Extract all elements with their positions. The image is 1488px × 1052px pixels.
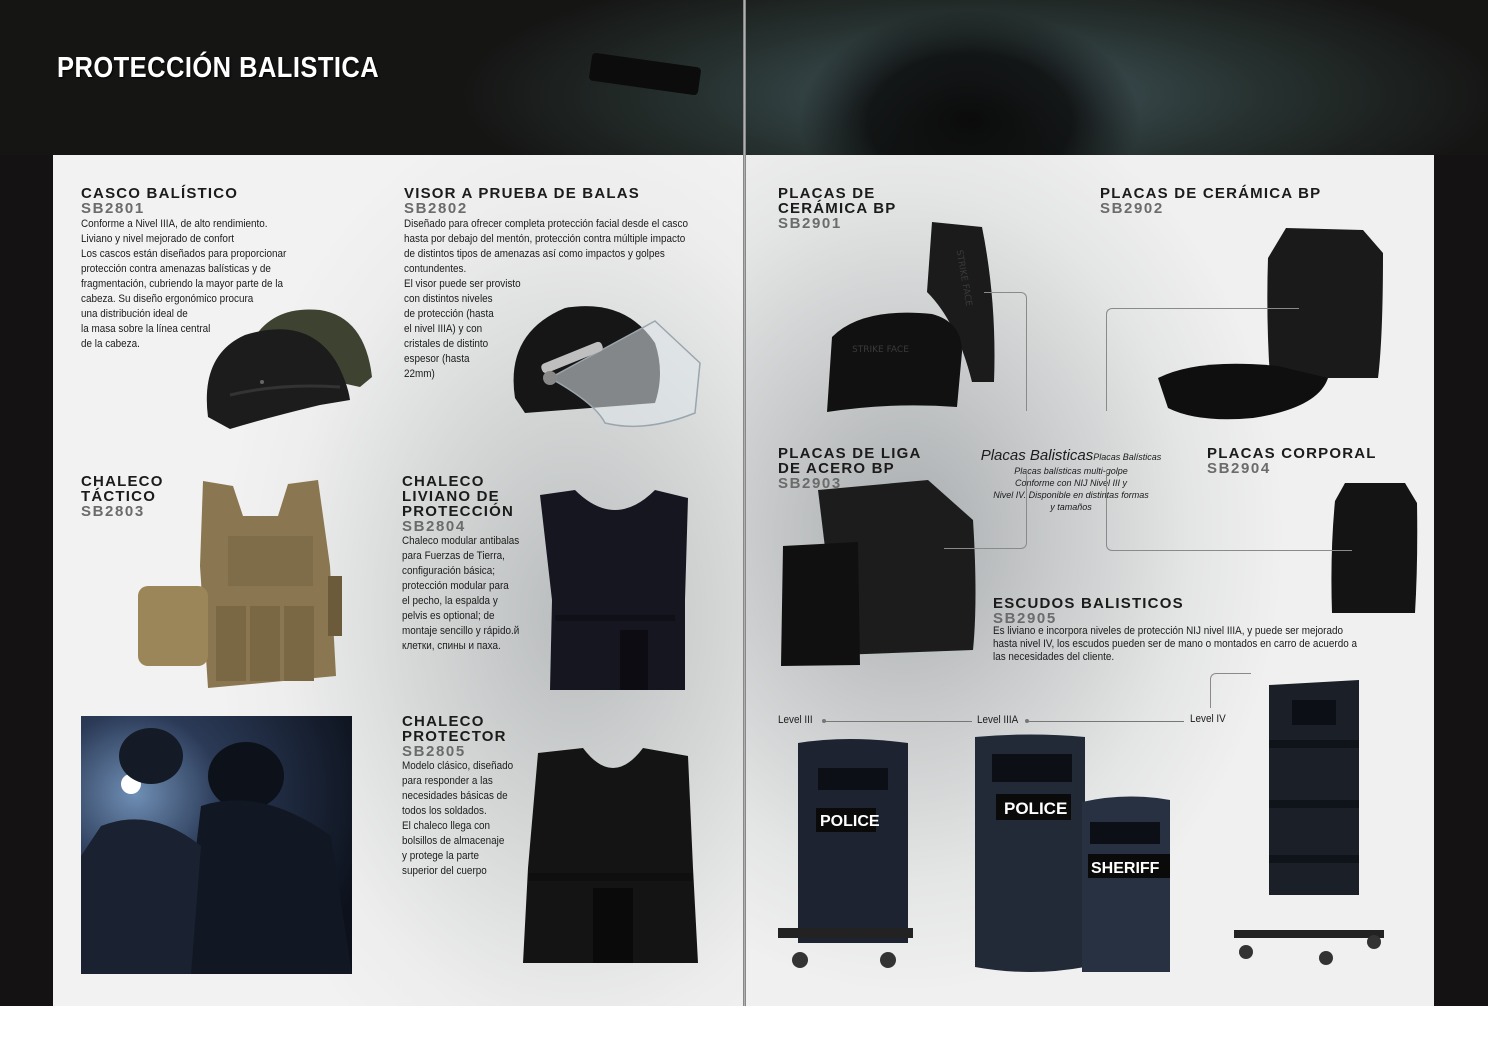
casco-code: SB2801 — [81, 200, 145, 217]
police-label-2: POLICE — [1004, 799, 1068, 818]
placas-balisticas-inline: Placas Balísticas — [1093, 452, 1162, 462]
protector-vest-image — [523, 748, 698, 968]
pistol-silhouette — [589, 52, 702, 95]
level-iv-shield-cart-image — [1234, 680, 1384, 970]
police-shield-small-image — [778, 738, 918, 978]
ceramic-plates-image — [822, 222, 1002, 414]
placas-balisticas-heading: Placas Balisticas — [980, 447, 1094, 464]
sheriff-label: SHERIFF — [1091, 860, 1160, 877]
chaleco-tactico-name: CHALECO TÁCTICO — [81, 473, 164, 505]
police-label-1: POLICE — [820, 813, 880, 830]
placas-corporal-name: PLACAS CORPORAL — [1207, 445, 1377, 462]
police-sheriff-shields-image — [970, 732, 1180, 977]
placas-ceramica-2-name: PLACAS DE CERÁMICA BP — [1100, 185, 1322, 202]
strike-face-label-1: STRIKE FACE — [953, 249, 974, 308]
level-iiia-label: Level IIIA — [977, 714, 1019, 726]
placas-liga-code: SB2903 — [778, 475, 842, 492]
casco-name: CASCO BALÍSTICO — [81, 185, 239, 202]
level-dot — [822, 719, 826, 723]
chaleco-liviano-description: Chaleco modular antibalas para Fuerzas de Tierra, configuración básica; protección modular para el pecho, la espalda y pelvis es optional; de montaje sencillo y rápido.й клетки, спины и паха. — [402, 535, 520, 652]
strike-face-label-2: STRIKE FACE — [852, 345, 909, 355]
placas-balisticas-text: Placas balísticas multi-golpe Conforme con NIJ Nivel III y Nivel IV. Disponible en distintas formas y tamaños — [993, 466, 1149, 512]
level-line — [824, 721, 972, 722]
tactical-vest-image — [138, 476, 348, 691]
level-iv-label: Level IV — [1190, 713, 1226, 725]
visor-heading — [404, 186, 640, 216]
swat-team-photo — [81, 716, 352, 974]
connector-line — [1106, 308, 1299, 411]
chaleco-liviano-name: CHALECO LIVIANO DE PROTECCIÓN — [402, 473, 515, 520]
escudos-code: SB2905 — [993, 610, 1057, 627]
escudos-heading — [993, 596, 1184, 626]
chaleco-protector-name: CHALECO PROTECTOR — [402, 713, 507, 745]
placas-ceramica-2-heading — [1100, 186, 1321, 216]
helmet-with-visor-image — [505, 303, 705, 433]
helmet-image — [200, 305, 375, 435]
visor-code: SB2802 — [404, 200, 468, 217]
placas-ceramica-1-name: PLACAS DE CERÁMICA BP — [778, 185, 897, 217]
chaleco-tactico-code: SB2803 — [81, 503, 145, 520]
chaleco-protector-description: Modelo clásico, diseñado para responder a las necesidades básicas de todos los soldados. El chaleco llega con bolsillos de almacenaje y protege la parte superior del cuerpo — [402, 760, 514, 877]
level-dot — [1025, 719, 1029, 723]
connector-line — [944, 470, 1027, 549]
escudos-name: ESCUDOS BALISTICOS — [993, 595, 1184, 612]
level-line — [1028, 721, 1184, 722]
chaleco-liviano-code: SB2804 — [402, 518, 466, 535]
chaleco-protector-heading — [402, 714, 507, 759]
casco-description: Conforme a Nivel IIIA, de alto rendimiento. Liviano y nivel mejorado de confort Los cascos están diseñados para proporcionar protección contra amenazas balísticas y de fragmentación, cubriendo la mayor parte de la cabeza. Su diseño ergonómico procura una distribución ideal de la masa sobre la línea central de la cabeza. — [81, 218, 287, 350]
connector-line — [984, 292, 1027, 411]
placas-ceramica-1-code: SB2901 — [778, 215, 842, 232]
connector-line — [1106, 470, 1352, 551]
visor-description: Diseñado para ofrecer completa protección facial desde el casco hasta por debajo del mentón, protección contra múltiple impacto de distintos tipos de amenazas así como impactos y golpes contundentes. El visor puede ser provisto con distintos niveles de protección (hasta el nivel IIIA) y con cristales de distinto espesor (hasta 22mm) — [404, 218, 688, 380]
escudos-description: Es liviano e incorpora niveles de protección NIJ nivel IIIA, y puede ser mejorado hasta nivel IV, los escudos pueden ser de mano o montados en carro de acuerdo a las necesidades del cliente. — [993, 625, 1357, 663]
level-iii-label: Level III — [778, 714, 813, 726]
chaleco-liviano-heading — [402, 474, 514, 534]
placas-liga-name: PLACAS DE LIGA DE ACERO BP — [778, 445, 922, 477]
visor-name: VISOR A PRUEBA DE BALAS — [404, 185, 640, 202]
casco-heading — [81, 186, 238, 216]
chaleco-protector-code: SB2805 — [402, 743, 466, 760]
swat-officer-silhouette — [760, 0, 1320, 155]
page-title: PROTECCIÓN BALISTICA — [57, 52, 380, 84]
page-gutter — [743, 0, 746, 1006]
placas-corporal-code: SB2904 — [1207, 460, 1271, 477]
light-vest-image — [540, 490, 690, 690]
placas-ceramica-2-code: SB2902 — [1100, 200, 1164, 217]
